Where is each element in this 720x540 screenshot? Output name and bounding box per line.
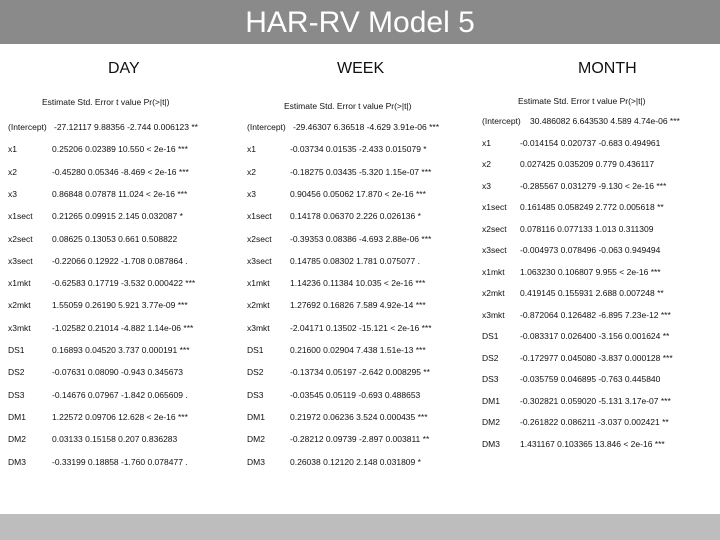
- footer-bar: [0, 514, 720, 540]
- row-label: DM2: [247, 434, 265, 445]
- row-label: DM2: [482, 417, 500, 427]
- row-values: -1.02582 0.21014 -4.882 1.14e-06 ***: [52, 322, 194, 333]
- row-values: 0.14178 0.06370 2.226 0.026136 *: [290, 211, 421, 222]
- row-values: -0.14676 0.07967 -1.842 0.065609 .: [52, 389, 188, 400]
- row-label: DM3: [8, 456, 26, 467]
- row-label: x3sect: [247, 255, 272, 266]
- row-label: x2: [8, 166, 17, 177]
- row-values: -0.285567 0.031279 -9.130 < 2e-16 ***: [520, 180, 667, 191]
- row-values: -0.03734 0.01535 -2.433 0.015079 *: [290, 144, 427, 155]
- row-label: DS1: [247, 345, 264, 355]
- row-values: -0.035759 0.046895 -0.763 0.445840: [520, 374, 661, 384]
- row-values: -29.46307 6.36518 -4.629 3.91e-06 ***: [293, 122, 440, 132]
- row-label: DS3: [482, 374, 499, 384]
- row-values: -0.62583 0.17719 -3.532 0.000422 ***: [52, 278, 196, 289]
- row-values: -0.004973 0.078496 -0.063 0.949494: [520, 245, 661, 255]
- row-values: -0.18275 0.03435 -5.320 1.15e-07 ***: [290, 166, 432, 177]
- week-column-header: Estimate Std. Error t value Pr(>|t|): [284, 101, 412, 111]
- row-label: DS3: [8, 389, 25, 400]
- row-label: DS3: [247, 389, 264, 400]
- row-values: 0.419145 0.155931 2.688 0.007248 **: [520, 288, 664, 298]
- row-values: -27.12117 9.88356 -2.744 0.006123 **: [54, 122, 198, 132]
- row-label: x1mkt: [482, 266, 505, 277]
- row-label: x3: [8, 188, 17, 199]
- row-label: x3mkt: [482, 309, 505, 320]
- row-values: -0.083317 0.026400 -3.156 0.001624 **: [520, 331, 670, 341]
- row-values: 0.161485 0.058249 2.772 0.005618 **: [520, 202, 664, 212]
- row-label: x2sect: [482, 223, 507, 234]
- row-label: DM3: [482, 438, 500, 449]
- row-values: -0.172977 0.045080 -3.837 0.000128 ***: [520, 352, 673, 363]
- row-label: x1sect: [8, 211, 33, 222]
- row-label: DS2: [482, 352, 499, 363]
- row-values: 0.21600 0.02904 7.438 1.51e-13 ***: [290, 345, 426, 355]
- row-values: -0.261822 0.086211 -3.037 0.002421 **: [520, 417, 669, 427]
- row-values: 1.14236 0.11384 10.035 < 2e-16 ***: [290, 278, 426, 289]
- row-values: -0.03545 0.05119 -0.693 0.488653: [290, 389, 421, 400]
- row-label: DM1: [8, 411, 26, 422]
- row-label: x1: [8, 144, 17, 155]
- row-label: x3: [247, 188, 256, 199]
- row-values: 0.16893 0.04520 3.737 0.000191 ***: [52, 345, 190, 355]
- row-label: x2: [247, 166, 256, 177]
- row-label: x1: [247, 144, 256, 155]
- row-values: 0.078116 0.077133 1.013 0.311309: [520, 223, 654, 234]
- row-values: 0.26038 0.12120 2.148 0.031809 *: [290, 456, 421, 467]
- row-label: x2mkt: [247, 300, 270, 311]
- row-values: 0.027425 0.035209 0.779 0.436117: [520, 159, 655, 169]
- row-values: 1.431167 0.103365 13.846 < 2e-16 ***: [520, 438, 665, 449]
- week-heading: WEEK: [337, 60, 385, 77]
- row-label: DS1: [482, 331, 499, 341]
- row-values: -0.014154 0.020737 -0.683 0.494961: [520, 137, 661, 148]
- day-heading: DAY: [108, 60, 140, 77]
- row-values: 30.486082 6.643530 4.589 4.74e-06 ***: [530, 116, 680, 126]
- row-label: DM1: [482, 395, 500, 406]
- row-label: x2mkt: [8, 300, 31, 311]
- row-values: -0.13734 0.05197 -2.642 0.008295 **: [290, 367, 430, 378]
- row-label: (Intercept): [482, 116, 521, 126]
- row-label: (Intercept): [8, 122, 47, 132]
- row-values: -0.28212 0.09739 -2.897 0.003811 **: [290, 434, 430, 445]
- row-values: 0.08625 0.13053 0.661 0.508822: [52, 233, 178, 244]
- row-label: x1mkt: [8, 278, 31, 289]
- row-values: 0.90456 0.05062 17.870 < 2e-16 ***: [290, 188, 426, 199]
- row-label: (Intercept): [247, 122, 286, 132]
- day-column-header: Estimate Std. Error t value Pr(>|t|): [42, 97, 170, 107]
- row-values: 0.86848 0.07878 11.024 < 2e-16 ***: [52, 188, 188, 199]
- row-values: -0.22066 0.12922 -1.708 0.087864 .: [52, 255, 188, 266]
- row-values: -0.07631 0.08090 -0.943 0.345673: [52, 367, 183, 378]
- row-label: x1: [482, 137, 491, 148]
- row-values: 1.22572 0.09706 12.628 < 2e-16 ***: [52, 411, 188, 422]
- row-values: 0.21265 0.09915 2.145 0.032087 *: [52, 211, 183, 222]
- row-values: 1.063230 0.106807 9.955 < 2e-16 ***: [520, 266, 661, 277]
- row-values: -0.45280 0.05346 -8.469 < 2e-16 ***: [52, 166, 189, 177]
- row-values: 0.03133 0.15158 0.207 0.836283: [52, 434, 178, 445]
- row-label: DM1: [247, 411, 265, 422]
- row-label: x1mkt: [247, 278, 270, 289]
- row-label: x3mkt: [8, 322, 31, 333]
- row-label: x1sect: [482, 202, 507, 212]
- row-label: x3mkt: [247, 322, 270, 333]
- month-heading: MONTH: [578, 60, 637, 77]
- row-values: -0.872064 0.126482 -6.895 7.23e-12 ***: [520, 309, 671, 320]
- row-label: x2: [482, 159, 491, 169]
- row-label: DS1: [8, 345, 25, 355]
- row-values: -2.04171 0.13502 -15.121 < 2e-16 ***: [290, 322, 432, 333]
- row-label: DS2: [8, 367, 25, 378]
- slide-title: HAR-RV Model 5: [245, 6, 475, 39]
- row-label: x3sect: [482, 245, 507, 255]
- row-label: x3: [482, 180, 491, 191]
- row-values: -0.302821 0.059020 -5.131 3.17e-07 ***: [520, 395, 671, 406]
- row-label: x2sect: [8, 233, 33, 244]
- row-label: DS2: [247, 367, 264, 378]
- row-values: 0.14785 0.08302 1.781 0.075077 .: [290, 255, 420, 266]
- row-label: x3sect: [8, 255, 33, 266]
- row-label: x2mkt: [482, 288, 505, 298]
- row-label: DM3: [247, 456, 265, 467]
- row-values: 0.25206 0.02389 10.550 < 2e-16 ***: [52, 144, 188, 155]
- row-label: x1sect: [247, 211, 272, 222]
- row-values: 1.27692 0.16826 7.589 4.92e-14 ***: [290, 300, 426, 311]
- month-column-header: Estimate Std. Error t value Pr(>|t|): [518, 96, 646, 106]
- row-label: DM2: [8, 434, 26, 445]
- row-values: 1.55059 0.26190 5.921 3.77e-09 ***: [52, 300, 188, 311]
- row-values: -0.39353 0.08386 -4.693 2.88e-06 ***: [290, 233, 432, 244]
- row-values: 0.21972 0.06236 3.524 0.000435 ***: [290, 411, 428, 422]
- row-values: -0.33199 0.18858 -1.760 0.078477 .: [52, 456, 188, 467]
- row-label: x2sect: [247, 233, 272, 244]
